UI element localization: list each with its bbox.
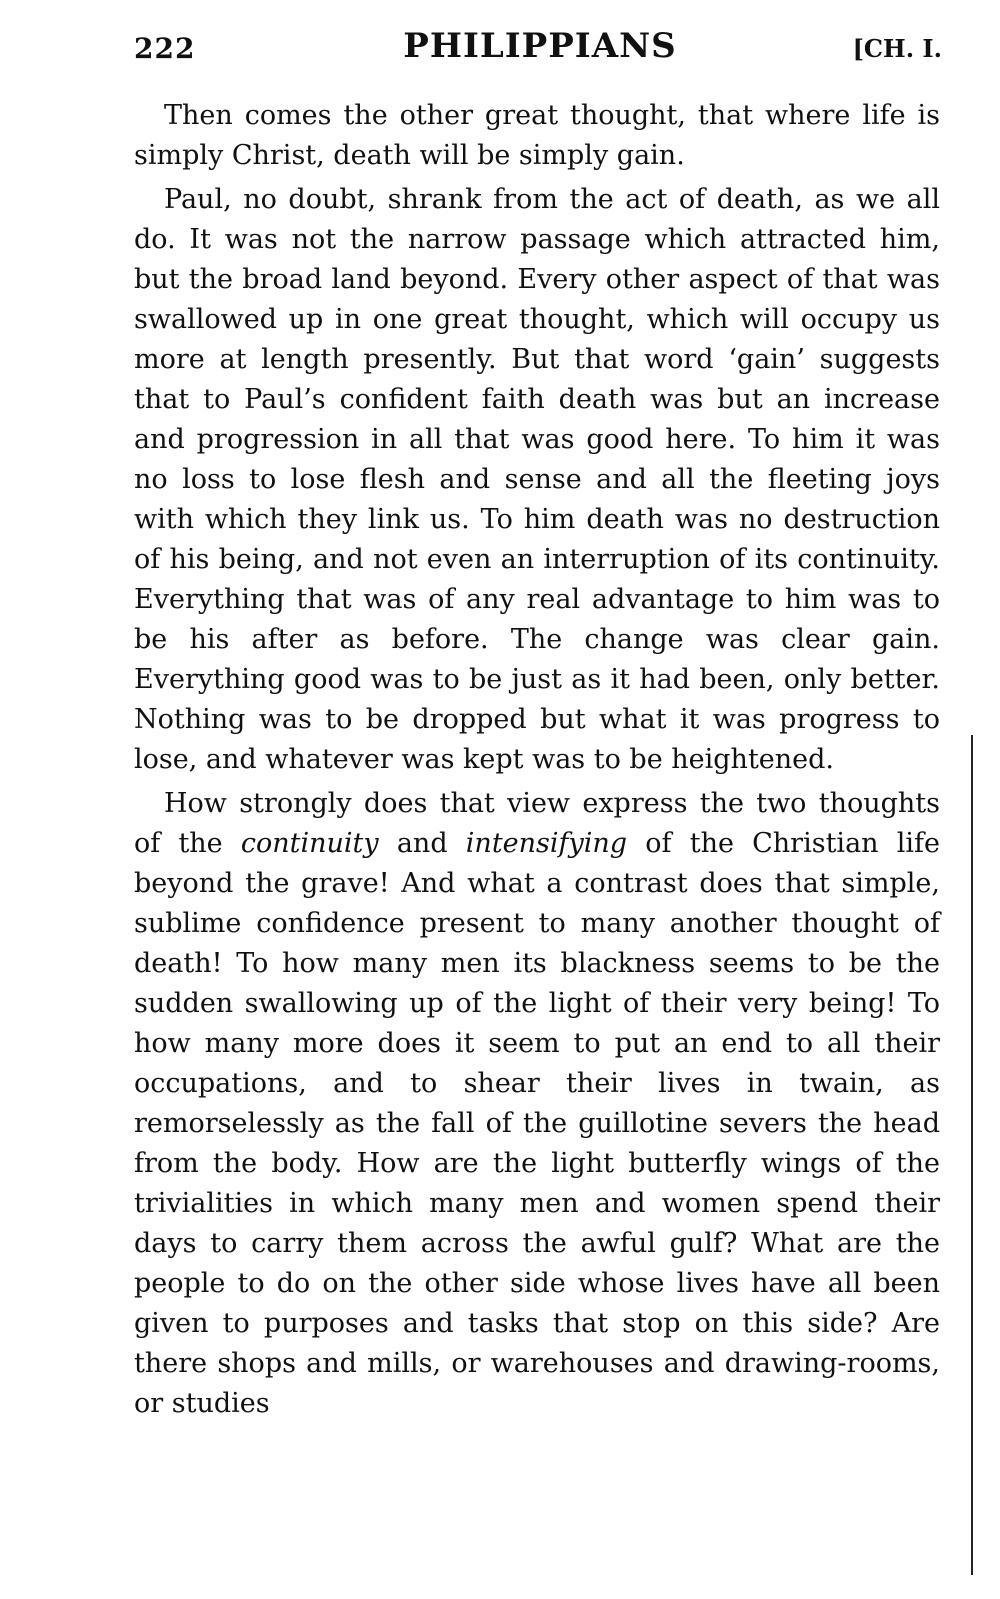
running-head [134,26,946,72]
paragraph-2 [134,180,940,780]
running-title: PHILIPPIANS [403,26,677,66]
paragraph-3 [134,784,940,1424]
margin-rule [971,735,973,1575]
paragraph-text: Paul, no doubt, shrank from the act of death, as we all do. It was not the narrow passage which attracted him, but the broad land beyond. Every other aspect of that was swallowed up in one great thought, which will occupy us more at length presently. But that word ‘gain’ suggests that to Paul’s confident faith death was but an increase and progression in all that was good here. To him it was no loss to lose flesh and sense and all the fleeting joys with which they link us. To him death was no destruction of his being, and not even an interruption of its continuity. Everything that was of any real advantage to him was to be his after as before. The change was clear gain. Everything good was to be just as it had been, only better. Nothing was to be dropped but what it was progress to lose, and whatever was kept was to be heightened. [134,184,940,775]
paragraph-1 [134,96,940,176]
paragraph-text: How strongly does that view express the two thoughts of the [134,788,940,859]
paragraph-text: and [378,828,466,859]
chapter-reference: [CH. I. [852,34,942,63]
italic-term-continuity: continuity [240,828,379,859]
paragraph-text: of the Christian life beyond the grave! And what a contrast does that simple, sublime confidence present to many another thought of death! To how many men its blackness seems to be the sudden swallowing up of the light of their very being! To how many more does it seem to put an end to all their occupations, and to shear their lives in twain, as remorselessly as the fall of the guillotine severs the head from the body. How are the light butterfly wings of the trivialities in which many men and women spend their days to carry them across the awful gulf? What are the people to do on the other side whose lives have all been given to purposes and tasks that stop on this side? Are there shops and mills, or warehouses and drawing-rooms, or studies [134,828,940,1419]
italic-term-intensifying: intensifying [465,828,628,859]
paragraph-text: Then comes the other great thought, that where life is simply Christ, death will be simply gain. [134,100,940,171]
page-number: 222 [134,32,196,65]
body-text [134,96,940,1428]
